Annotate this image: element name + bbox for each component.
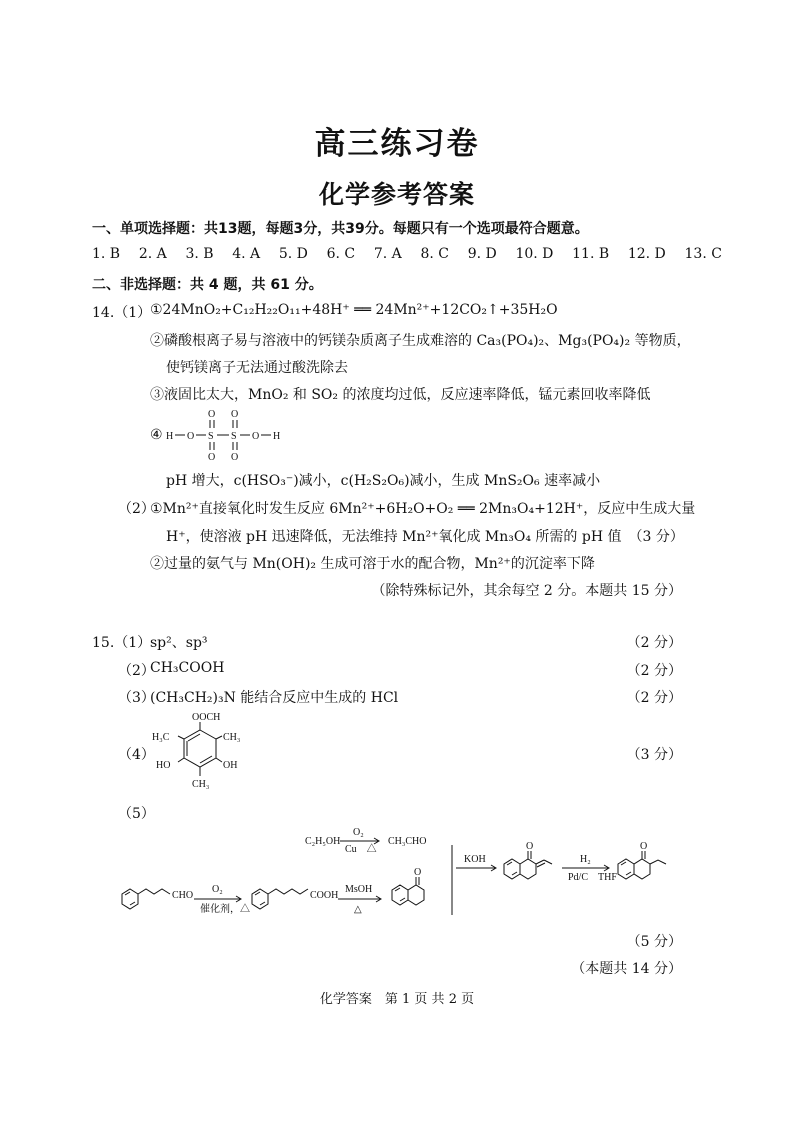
q15-1-answer: sp²、sp³ bbox=[150, 635, 208, 651]
q14-2-2: ②过量的氨气与 Mn(OH)₂ 生成可溶于水的配合物，Mn²⁺的沉淀率下降 bbox=[150, 556, 595, 572]
mol4-oh-left: HO bbox=[156, 760, 171, 771]
q15-4-molecule bbox=[150, 708, 250, 796]
route-catalyst: 催化剂，△ bbox=[200, 904, 250, 915]
route-cooh: COOH bbox=[310, 890, 339, 901]
q14-score-note: （除特殊标记外，其余每空 2 分。本题共 15 分） bbox=[371, 583, 682, 599]
struct-o-top2: O bbox=[231, 409, 239, 420]
q15-2-answer: CH₃COOH bbox=[150, 660, 225, 676]
mcq-answer: 6. C bbox=[326, 246, 356, 262]
q15-5-synthesis-route bbox=[100, 820, 700, 925]
q14-label: 14.（1） bbox=[92, 305, 152, 321]
mcq-answer: 4. A bbox=[232, 246, 261, 262]
mcq-answer-row bbox=[92, 246, 722, 262]
mcq-answer: 11. B bbox=[572, 246, 610, 262]
q15-1-score: （2 分） bbox=[626, 635, 682, 651]
route-o2-top: O₂ bbox=[353, 827, 364, 838]
q15-4-score: （3 分） bbox=[626, 747, 682, 763]
mcq-answer: 5. D bbox=[278, 246, 308, 262]
q14-2-label: （2） bbox=[118, 501, 155, 517]
section2-heading: 二、非选择题：共 4 题，共 61 分。 bbox=[92, 277, 323, 293]
q15-2-score: （2 分） bbox=[626, 663, 682, 679]
mol4-oh-right: OH bbox=[223, 760, 238, 771]
mcq-answer: 9. D bbox=[467, 246, 497, 262]
struct-o-bot2: O bbox=[231, 452, 239, 463]
h2s2o6-structure bbox=[164, 407, 304, 463]
q15-3-answer: (CH₃CH₂)₃N 能结合反应中生成的 HCl bbox=[150, 690, 399, 706]
route-koh: KOH bbox=[464, 854, 486, 865]
route-acetaldehyde: CH₃CHO bbox=[388, 836, 427, 847]
mcq-answer: 1. B bbox=[92, 246, 121, 262]
route-ketone-o3: O bbox=[640, 841, 648, 852]
struct-h-right: H bbox=[273, 431, 281, 442]
q14-1-2b: 使钙镁离子无法通过酸洗除去 bbox=[166, 360, 348, 376]
mol4-ch3-bottom: CH₃ bbox=[192, 779, 210, 790]
mcq-answer: 2. A bbox=[138, 246, 167, 262]
q15-3-label: （3） bbox=[118, 690, 155, 706]
struct-o-left: O bbox=[187, 431, 195, 442]
route-cho: CHO bbox=[172, 890, 194, 901]
page-title: 高三练习卷 bbox=[314, 126, 480, 162]
q14-1-4-label: ④ bbox=[150, 427, 163, 443]
q15-3-score: （2 分） bbox=[626, 690, 682, 706]
q14-1-3: ③液固比太大，MnO₂ 和 SO₂ 的浓度均过低，反应速率降低，锰元素回收率降低 bbox=[150, 387, 651, 403]
q14-1-1: ①24MnO₂+C₁₂H₂₂O₁₁+48H⁺ ══ 24Mn²⁺+12CO₂↑+35H₂O bbox=[150, 302, 558, 318]
route-h2: H₂ bbox=[580, 854, 591, 865]
mcq-answer: 13. C bbox=[684, 246, 722, 262]
section1-heading: 一、单项选择题：共13题，每题3分，共39分。每题只有一个选项最符合题意。 bbox=[92, 221, 589, 237]
q14-2-1a: ①Mn²⁺直接氧化时发生反应 6Mn²⁺+6H₂O+O₂ ══ 2Mn₃O₄+12H⁺，反应中生成大量 bbox=[150, 501, 696, 517]
struct-h-left: H bbox=[166, 431, 174, 442]
route-cu-heat: Cu △ bbox=[345, 844, 377, 855]
struct-s-left: S bbox=[208, 431, 214, 442]
mcq-answer: 3. B bbox=[185, 246, 214, 262]
q15-total: （本题共 14 分） bbox=[571, 961, 682, 977]
struct-s-right: S bbox=[231, 431, 237, 442]
route-ketone-o1: O bbox=[414, 867, 422, 878]
mcq-answer: 12. D bbox=[627, 246, 666, 262]
struct-o-right: O bbox=[252, 431, 260, 442]
struct-o-top1: O bbox=[208, 409, 216, 420]
q15-5-score: （5 分） bbox=[626, 934, 682, 950]
mcq-answer: 8. C bbox=[420, 246, 450, 262]
mcq-answer: 10. D bbox=[515, 246, 554, 262]
route-pdc-thf: Pd/C THF bbox=[568, 872, 617, 883]
route-o2-2: O₂ bbox=[212, 884, 223, 895]
mol4-ch3-left: H₃C bbox=[152, 732, 170, 743]
q14-1-2a: ②磷酸根离子易与溶液中的钙镁杂质离子生成难溶的 Ca₃(PO₄)₂、Mg₃(PO₄)₂ 等物质， bbox=[150, 333, 691, 349]
route-ketone-o2: O bbox=[526, 841, 534, 852]
q15-label: 15.（1） bbox=[92, 635, 152, 651]
route-ethanol: C₂H₅OH bbox=[305, 836, 341, 847]
mcq-answer: 7. A bbox=[373, 246, 402, 262]
route-msoh: MsOH bbox=[345, 884, 373, 895]
route-heat: △ bbox=[354, 904, 362, 915]
q14-1-5: pH 增大，c(HSO₃⁻)减小，c(H₂S₂O₆)减小，生成 MnS₂O₆ 速率减小 bbox=[166, 473, 601, 489]
q14-2-1b: H⁺，使溶液 pH 迅速降低，无法维持 Mn²⁺氧化成 Mn₃O₄ 所需的 pH 值 （3 分） bbox=[166, 529, 684, 545]
mol4-ooch: OOCH bbox=[192, 712, 221, 723]
q15-2-label: （2） bbox=[118, 663, 155, 679]
struct-o-bot1: O bbox=[208, 452, 216, 463]
q15-5-label: （5） bbox=[118, 806, 155, 822]
page-footer: 化学答案 第 1 页 共 2 页 bbox=[319, 992, 475, 1007]
page-subtitle: 化学参考答案 bbox=[318, 180, 475, 209]
q15-4-label: （4） bbox=[118, 747, 155, 763]
mol4-ch3-right: CH₃ bbox=[223, 732, 241, 743]
